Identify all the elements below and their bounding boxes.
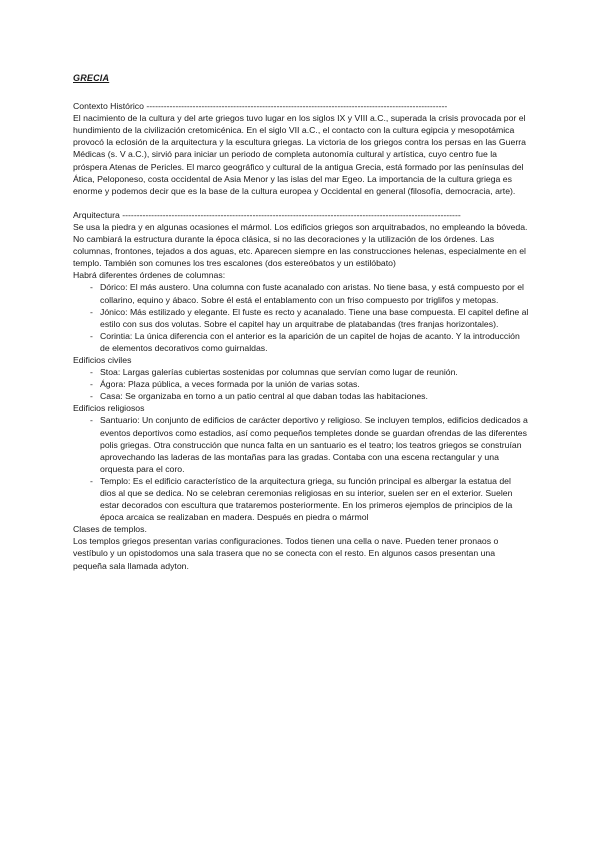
dash-bullet: - xyxy=(90,475,93,486)
paragraph-arquitectura-intro: Se usa la piedra y en algunas ocasiones el mármol. Los edificios griegos son arquitrabados, no empleando la bóveda. No cambiará la estructura durante la época clásica, si no las decoraciones y la utilización de los órdenes. Las columnas, frontones, tejados a dos aguas, etc. Aparecen siempre en las construcciones helenas, especialmente en el templo. También son comunes los tres escalones (dos estereóbatos y un estilóbato) xyxy=(73,221,528,269)
dash-bullet: - xyxy=(90,367,93,378)
list-item-text: Stoa: Largas galerías cubiertas sostenidas por columnas que servían como lugar de reunión. xyxy=(100,367,458,378)
religiosos-list xyxy=(73,414,529,523)
dash-bullet: - xyxy=(90,415,93,426)
section-gap xyxy=(73,197,529,209)
list-item-text: Templo: Es el edificio característico de la arquitectura griega, su función principal es albergar la estatua del dios al que se dedica. No se celebran ceremonias religiosas en su interior, suelen ser en el exterior. Suelen estar decorados con escultura que trataremos posteriormente. En los primeros ejemplos de principios de la época arcaica se realizaban en madera. Después en piedra o mármol xyxy=(100,475,513,523)
religiosos-label: Edificios religiosos xyxy=(73,403,145,414)
list-item xyxy=(73,306,529,330)
ordenes-label: Habrá diferentes órdenes de columnas: xyxy=(73,270,226,281)
list-item-text: Dórico: El más austero. Una columna con fuste acanalado con aristas. No tiene basa, y está compuesto por el collarino, equino y ábaco. Sobre él está el entablamento con un friso compuesto por triglifos y metopas. xyxy=(100,282,524,305)
section-heading-arquitectura: Arquitectura --------------------------------------------------------------------------------------------------------------------- xyxy=(73,209,461,220)
list-item-text: Jónico: Más estilizado y elegante. El fuste es recto y acanalado. Tiene una base compuesta. El capitel define al estilo con sus dos volutas. Sobre el capitel hay un arquitrabe de platabandas (tres franjas horizontales). xyxy=(100,306,529,329)
document-title: GRECIA xyxy=(73,73,110,83)
list-item-text: Santuario: Un conjunto de edificios de carácter deportivo y religioso. Se incluyen templos, edificios dedicados a eventos deportivos como estadios, así como pequeños templetes donde se guardan ofrendas de las diferentes polis griegas. Otra construcción que nunca falta en un santuario es el teatro; los teatros griegos se construían aprovechando las laderas de las montañas para las gradas. Contaba con una escena rectangular y una orquesta para el coro. xyxy=(100,415,528,474)
list-item xyxy=(73,475,529,523)
list-item xyxy=(73,378,529,390)
dash-bullet: - xyxy=(90,379,93,390)
paragraph-clases: Los templos griegos presentan varias configuraciones. Todos tienen una cella o nave. Pueden tener pronaos o vestíbulo y un opistodomos una sala trasera que no se conecta con el resto. En algunos casos presentan una pequeña sala llamada adyton. xyxy=(73,536,499,571)
ordenes-list xyxy=(73,281,529,354)
dash-bullet: - xyxy=(90,282,93,293)
section-heading-contexto: Contexto Histórico -------------------------------------------------------------------------------------------------------- xyxy=(73,101,448,112)
dash-bullet: - xyxy=(90,391,93,402)
civiles-list xyxy=(73,366,529,402)
list-item xyxy=(73,330,529,354)
list-item xyxy=(73,281,529,305)
civiles-label: Edificios civiles xyxy=(73,354,132,365)
list-item-text: Ágora: Plaza pública, a veces formada por la unión de varias sotas. xyxy=(100,379,360,390)
dash-bullet: - xyxy=(90,330,93,341)
document-page xyxy=(73,72,529,572)
list-item-text: Corintia: La única diferencia con el anterior es la aparición de un capitel de hojas de acanto. Y la introducción de elementos decorativos como guirnaldas. xyxy=(100,330,520,353)
clases-label: Clases de templos. xyxy=(73,524,147,535)
dash-bullet: - xyxy=(90,306,93,317)
list-item xyxy=(73,366,529,378)
paragraph-contexto: El nacimiento de la cultura y del arte griegos tuvo lugar en los siglos IX y VIII a.C., superada la crisis provocada por el hundimiento de la civilización cretomicénica. En el siglo VII a.C., el contacto con la cultura egipcia y mesopotámica provocó la eclosión de la arquitectura y la escultura griegas. La victoria de los griegos contra los persas en las Guerra Médicas (s. V a.C.), sirvió para iniciar un periodo de completa autonomía cultural y artística, cuyo centro fue la próspera Atenas de Pericles. El marco geográfico y cultural de la antigua Grecia, está formado por las penínsulas del Ática, Peloponeso, costa occidental de Asia Menor y las islas del mar Egeo. La importancia de la cultura griega es enorme y podemos decir que es la base de la cultura europea y Occidental en general (filosofía, democracia, arte). xyxy=(73,113,526,196)
list-item-text: Casa: Se organizaba en torno a un patio central al que daban todas las habitaciones. xyxy=(100,391,428,402)
list-item xyxy=(73,414,529,474)
list-item xyxy=(73,390,529,402)
